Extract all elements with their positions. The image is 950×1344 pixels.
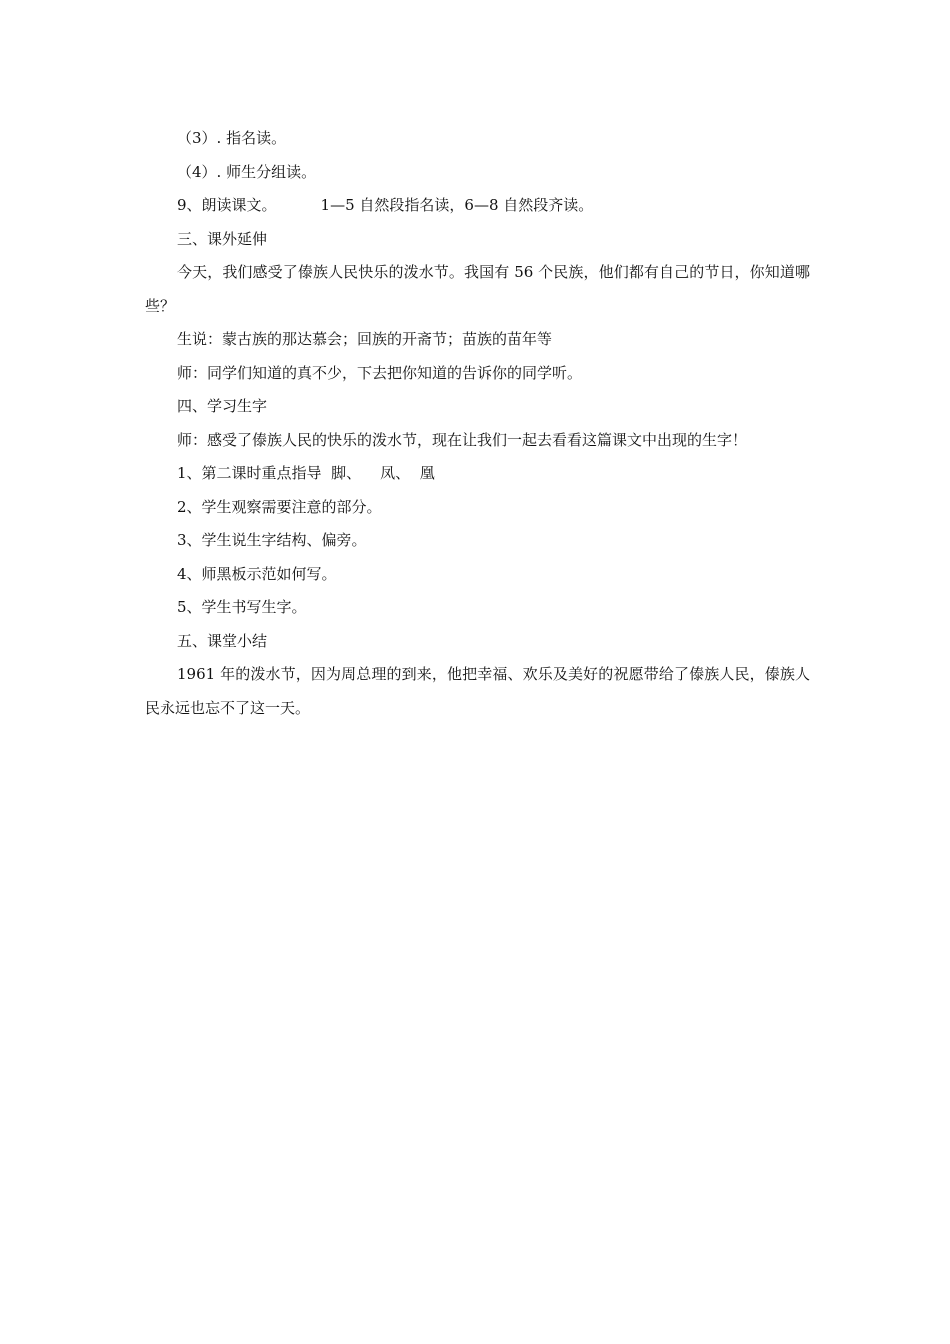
line-item-9 [145, 189, 810, 223]
list-item-1: 1、第二课时重点指导 脚、 凤、 凰 [177, 464, 435, 482]
list-item-5: 5、学生书写生字。 [177, 598, 307, 616]
paragraph-summary: 1961 年的泼水节，因为周总理的到来，他把幸福、欢乐及美好的祝愿带给了傣族人民，傣族人民永远也忘不了这一天。 [145, 665, 810, 717]
document-body [145, 122, 810, 725]
line-step-3: （3）. 指名读。 [177, 129, 287, 147]
section-heading-4: 四、学习生字 [177, 397, 268, 415]
list-item-4: 4、师黑板示范如何写。 [177, 564, 337, 583]
section-heading-3: 三、课外延伸 [177, 229, 268, 248]
list-item-2: 2、学生观察需要注意的部分。 [177, 497, 382, 516]
paragraph-festivals: 今天，我们感受了傣族人民快乐的泼水节。我国有 56 个民族，他们都有自己的节日，你知道哪些？ [145, 263, 810, 315]
item-9-detail: 1—5 自然段指名读，6—8 自然段齐读。 [320, 196, 594, 214]
list-item-3: 3、学生说生字结构、偏旁。 [177, 531, 367, 549]
item-9-label: 9、朗读课文。 [177, 196, 277, 214]
line-teacher-says: 师：同学们知道的真不少，下去把你知道的告诉你的同学听。 [177, 363, 583, 382]
section-heading-5: 五、课堂小结 [177, 631, 268, 650]
line-step-4: （4）. 师生分组读。 [177, 162, 317, 181]
line-teacher-intro: 师：感受了傣族人民的快乐的泼水节，现在让我们一起去看看这篇课文中出现的生字！ [177, 430, 748, 449]
line-student-says: 生说：蒙古族的那达慕会；回族的开斋节；苗族的苗年等 [177, 330, 553, 348]
